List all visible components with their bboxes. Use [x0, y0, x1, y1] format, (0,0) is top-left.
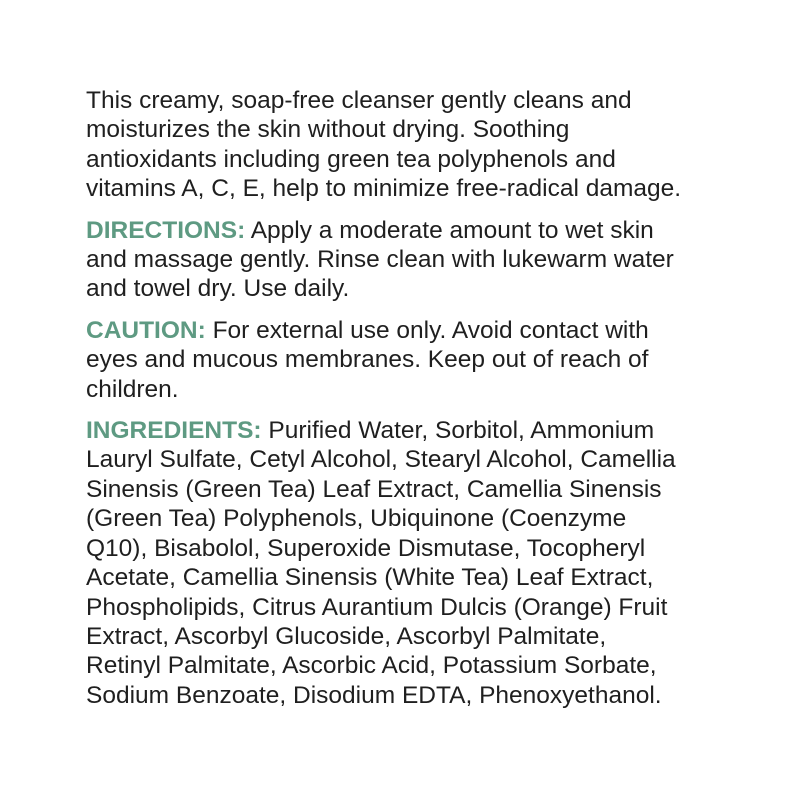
directions-paragraph	[86, 216, 756, 304]
caution-text: For external use only. Avoid contact with eyes and mucous membranes. Keep out of reach of children.	[86, 316, 649, 403]
ingredients-paragraph	[86, 416, 756, 710]
ingredients-text: Purified Water, Sorbitol, Ammonium Lauryl Sulfate, Cetyl Alcohol, Stearyl Alcohol, Camellia Sinensis (Green Tea) Leaf Extract, Camellia Sinensis (Green Tea) Polyphenols, Ubiquinone (Coenzyme Q10), Bisabolol, Superoxide Dismutase, Tocopheryl Acetate, Camellia Sinensis (White Tea) Leaf Extract, Phospholipids, Citrus Aurantium Dulcis (Orange) Fruit Extract, Ascorbyl Glucoside, Ascorbyl Palmitate, Retinyl Palmitate, Ascorbic Acid, Potassium Sorbate, Sodium Benzoate, Disodium EDTA, Phenoxyethanol.	[86, 417, 676, 709]
caution-paragraph	[86, 316, 756, 404]
directions-heading: DIRECTIONS:	[86, 216, 246, 244]
product-label-panel	[86, 86, 756, 722]
description-paragraph: This creamy, soap-free cleanser gently cleans and moisturizes the skin without drying. Soothing antioxidants including green tea polyphenols and vitamins A, C, E, help to minimize free-radical damage.	[86, 87, 682, 203]
caution-heading: CAUTION:	[86, 316, 206, 344]
directions-text: Apply a moderate amount to wet skin and massage gently. Rinse clean with lukewarm water and towel dry. Use daily.	[86, 216, 674, 303]
ingredients-heading: INGREDIENTS:	[86, 417, 262, 445]
